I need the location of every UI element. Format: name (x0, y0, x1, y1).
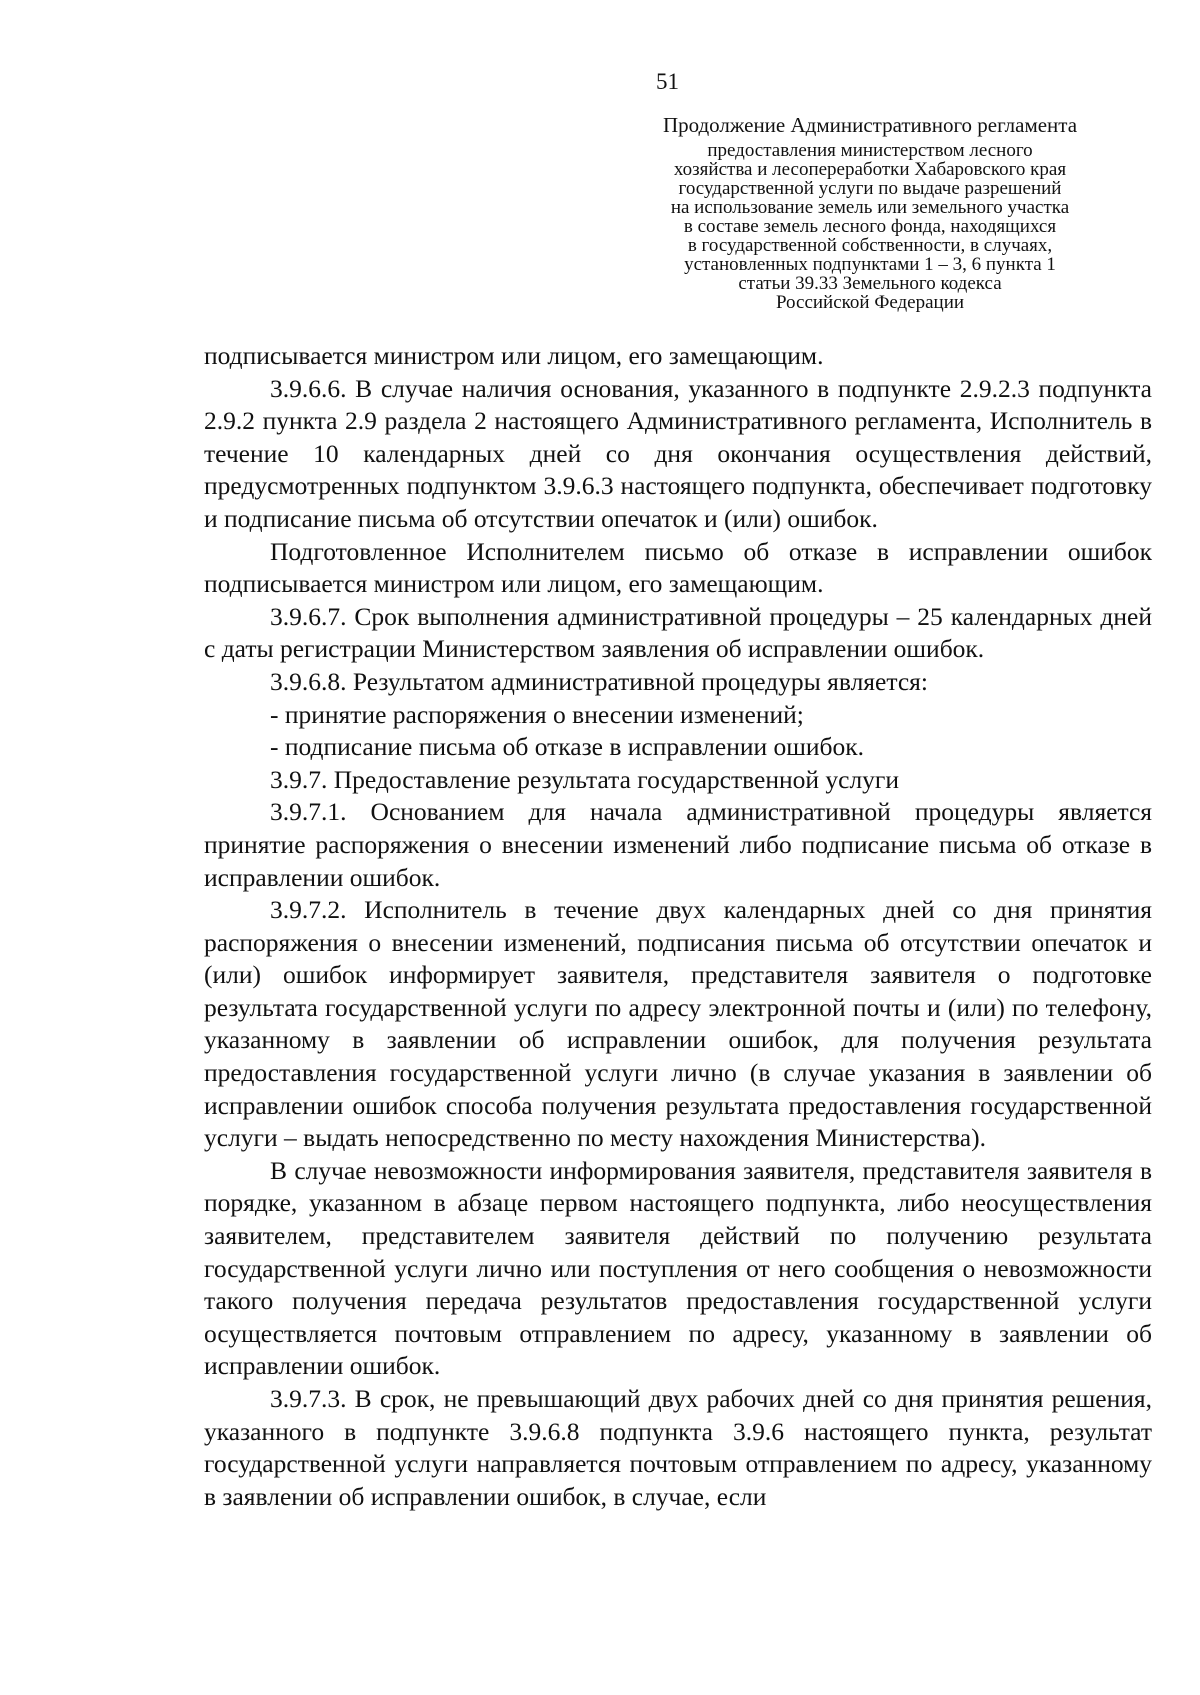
paragraph: 3.9.7. Предоставление результата государственной услуги (270, 764, 900, 794)
paragraph: 3.9.7.3. В срок, не превышающий двух рабочих дней со дня принятия решения, указанного в подпункте 3.9.6.8 подпункта 3.9.6 настоящего пункта, результат государственной услуги направляется почтовым отправлением по адресу, указанному в заявлении об исправлении ошибок, в случае, если (204, 1384, 1152, 1511)
paragraph: подписывается министром или лицом, его замещающим. (204, 341, 824, 370)
paragraph: 3.9.6.8. Результатом административной процедуры является: (270, 666, 928, 696)
paragraph: - подписание письма об отказе в исправлении ошибок. (270, 732, 865, 762)
header-line: в составе земель лесного фонда, находящихся (683, 216, 1057, 237)
paragraph: 3.9.6.6. В случае наличия основания, указанного в подпункте 2.9.2.3 подпункта 2.9.2 пункта 2.9 раздела 2 настоящего Административного регламента, Исполнитель в течение 10 календарных дней со дня окончания осуществления действий, предусмотренных подпунктом 3.9.6.3 настоящего подпункта, обеспечивает подготовку и подписание письма об отсутствии опечаток и (или) ошибок. (204, 373, 1152, 533)
header-line: установленных подпунктами 1 – 3, 6 пункта 1 (684, 254, 1056, 275)
paragraph: 3.9.6.7. Срок выполнения административной процедуры – 25 календарных дней с даты регистрации Министерством заявления об исправлении ошибок. (204, 601, 1152, 664)
paragraph: Подготовленное Исполнителем письмо об отказе в исправлении ошибок подписывается министром или лицом, его замещающим. (204, 536, 1152, 599)
paragraph: В случае невозможности информирования заявителя, представителя заявителя в порядке, указанном в абзаце первом настоящего подпункта, либо неосуществления заявителем, представителем заявителя действий по получению результата государственной услуги лично или поступления от него сообщения о невозможности такого получения передача результатов предоставления государственной услуги осуществляется почтовым отправлением по адресу, указанному в заявлении об исправлении ошибок. (204, 1155, 1152, 1381)
header-line: предоставления министерством лесного (707, 140, 1033, 161)
header-line: статьи 39.33 Земельного кодекса (738, 273, 1002, 294)
header-line: государственной услуги по выдаче разрешений (678, 178, 1062, 199)
header-line: в государственной собственности, в случаях, (687, 235, 1053, 256)
document-header (620, 112, 1120, 312)
header-line: на использование земель или земельного участка (670, 197, 1070, 218)
page-number: 51 (656, 69, 679, 94)
header-line: хозяйства и лесопереработки Хабаровского края (673, 159, 1067, 180)
header-line: Российской Федерации (775, 292, 965, 313)
document-body (204, 340, 1152, 1513)
paragraph: 3.9.7.2. Исполнитель в течение двух календарных дней со дня принятия распоряжения о внесении изменений, подписания письма об отсутствии опечаток и (или) ошибок информирует заявителя, представителя заявителя о подготовке результата государственной услуги по адресу электронной почты и (или) по телефону, указанному в заявлении об исправлении ошибок, для получения результата предоставления государственной услуги лично (в случае указания в заявлении об исправлении ошибок способа получения результата предоставления государственной услуги – выдать непосредственно по месту нахождения Министерства). (204, 895, 1152, 1153)
paragraph: - принятие распоряжения о внесении изменений; (270, 699, 804, 729)
paragraph: 3.9.7.1. Основанием для начала административной процедуры является принятие распоряжения о внесении изменений либо подписание письма об отказе в исправлении ошибок. (204, 797, 1152, 892)
header-line: Продолжение Административного регламента (662, 113, 1078, 137)
